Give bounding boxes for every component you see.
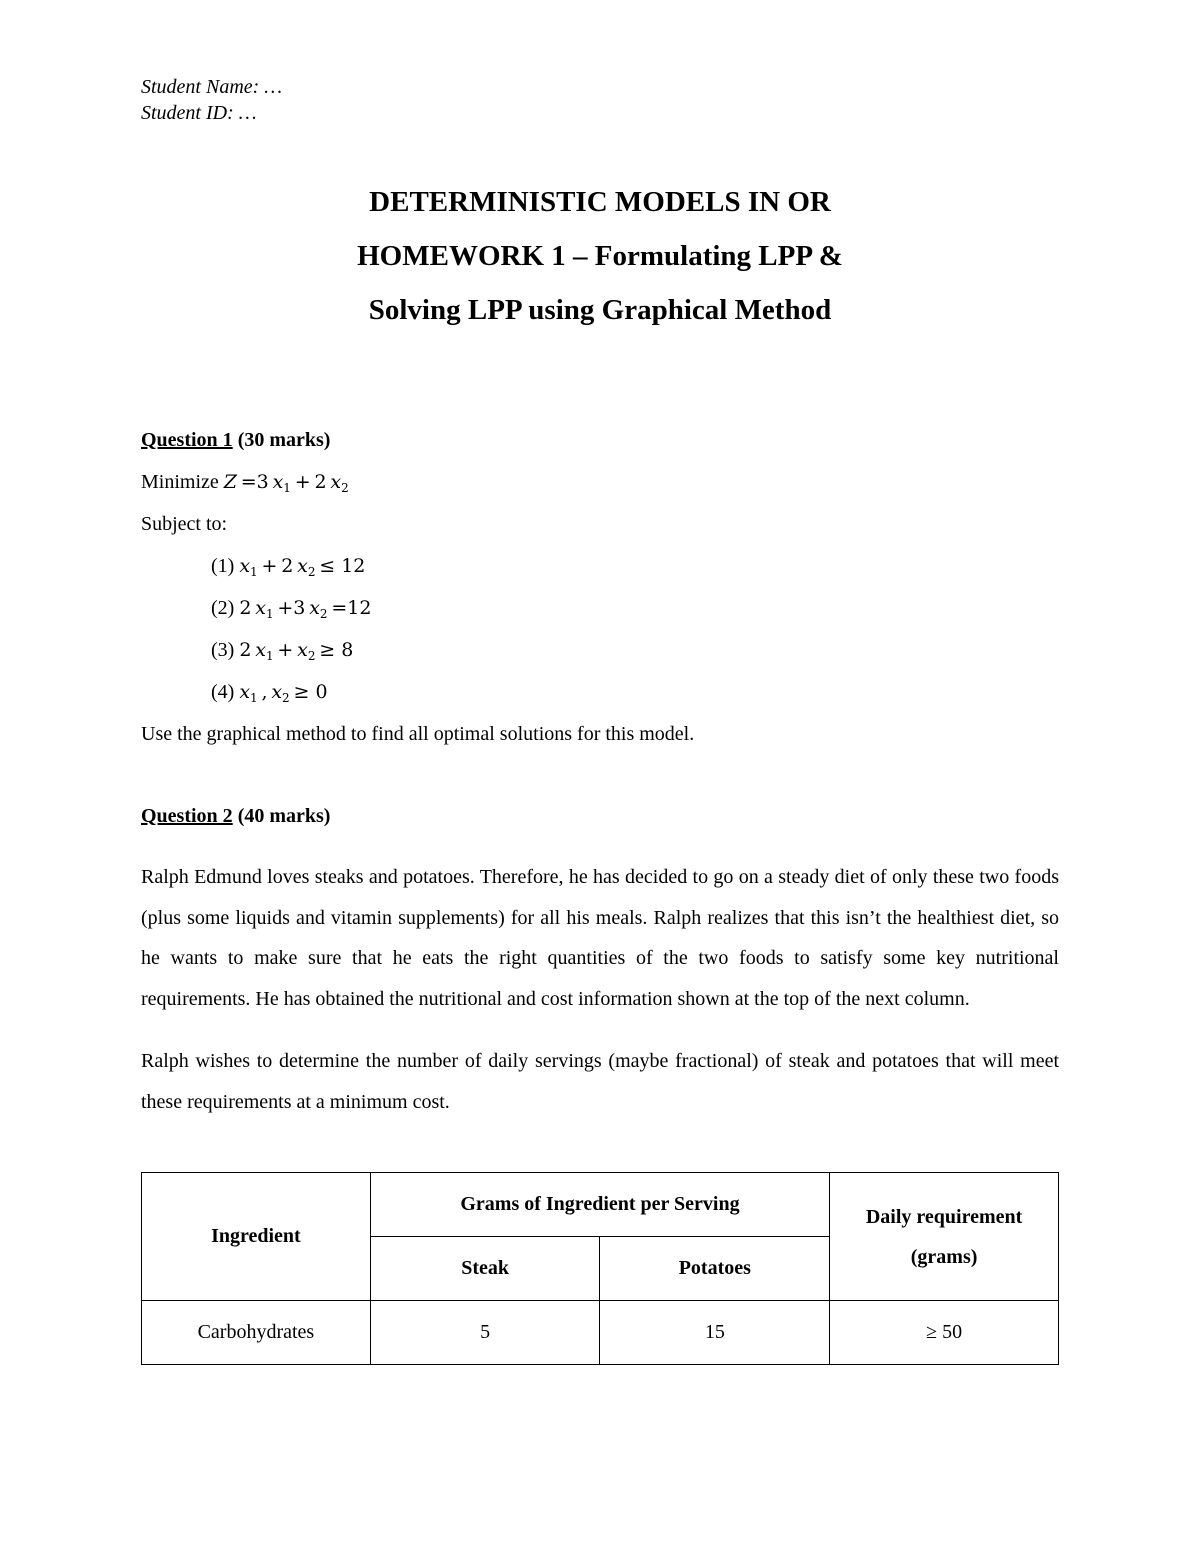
title-line-1: DETERMINISTIC MODELS IN OR [369, 186, 831, 218]
question-1 [141, 419, 1059, 755]
constraint-4 [141, 671, 1059, 713]
constraint-2-number: (2) [211, 597, 235, 619]
objective-line [141, 461, 1059, 503]
constraint-3 [141, 629, 1059, 671]
header-ingredient: Ingredient [142, 1173, 371, 1301]
header-grams-per-serving: Grams of Ingredient per Serving [370, 1173, 829, 1237]
student-info [141, 74, 282, 126]
constraint-1 [141, 545, 1059, 587]
question-2-paragraph-2: Ralph wishes to determine the number of daily servings (maybe fractional) of steak and potatoes that will meet these requirements at a minimum cost. [141, 1050, 1059, 1113]
question-1-instruction: Use the graphical method to find all optimal solutions for this model. [141, 723, 695, 745]
document-title [0, 182, 1200, 344]
constraint-4-expression: $x_1$ , $x_2 \ge 0$ [239, 681, 328, 705]
title-line-2: HOMEWORK 1 – Formulating LPP & [357, 240, 843, 272]
objective-label: Minimize [141, 471, 219, 493]
cell-potatoes: 15 [600, 1301, 830, 1365]
table-row [142, 1301, 1059, 1365]
question-2 [141, 795, 1059, 1122]
cell-requirement: ≥ 50 [830, 1301, 1059, 1365]
constraint-2 [141, 587, 1059, 629]
constraint-3-number: (3) [211, 639, 235, 661]
question-2-heading [141, 795, 1059, 837]
nutrition-table [141, 1172, 1059, 1365]
question-2-title: Question 2 [141, 805, 233, 827]
constraint-2-expression: 2 $x_1 +3$ $x_2 =12$ [239, 597, 372, 621]
question-2-paragraph-1: Ralph Edmund loves steaks and potatoes. Therefore, he has decided to go on a steady diet of only these two foods (plus some liquids and vitamin supplements) for all his meals. Ralph realizes that this isn’t the healthiest diet, so he wants to make sure that he eats the right quantities of the two foods to satisfy some key nutritional requirements. He has obtained the nutritional and cost information shown at the top of the next column. [141, 866, 1059, 1010]
constraint-1-expression: $x_1 + 2$ $x_2 \le 12$ [239, 555, 366, 579]
question-1-title: Question 1 [141, 429, 233, 451]
header-steak: Steak [370, 1237, 600, 1301]
header-daily-requirement: Daily requirement (grams) [830, 1173, 1059, 1301]
objective-expression: Z =3 $x_1 + 2$ $x_2$ [223, 471, 349, 495]
student-name-line: Student Name: … [141, 76, 283, 98]
question-1-marks: (30 marks) [237, 429, 331, 451]
question-2-marks: (40 marks) [237, 805, 331, 827]
table-header-row [142, 1173, 1059, 1237]
cell-ingredient: Carbohydrates [142, 1301, 371, 1365]
constraint-3-expression: 2 $x_1 + x_2 \ge 8$ [239, 639, 354, 663]
student-id-line: Student ID: … [141, 102, 257, 124]
title-line-3: Solving LPP using Graphical Method [368, 294, 832, 326]
cell-steak: 5 [370, 1301, 600, 1365]
question-1-heading [141, 419, 1059, 461]
subject-to-label: Subject to: [141, 513, 228, 535]
constraint-4-number: (4) [211, 681, 235, 703]
constraint-1-number: (1) [211, 555, 235, 577]
header-potatoes: Potatoes [600, 1237, 830, 1301]
